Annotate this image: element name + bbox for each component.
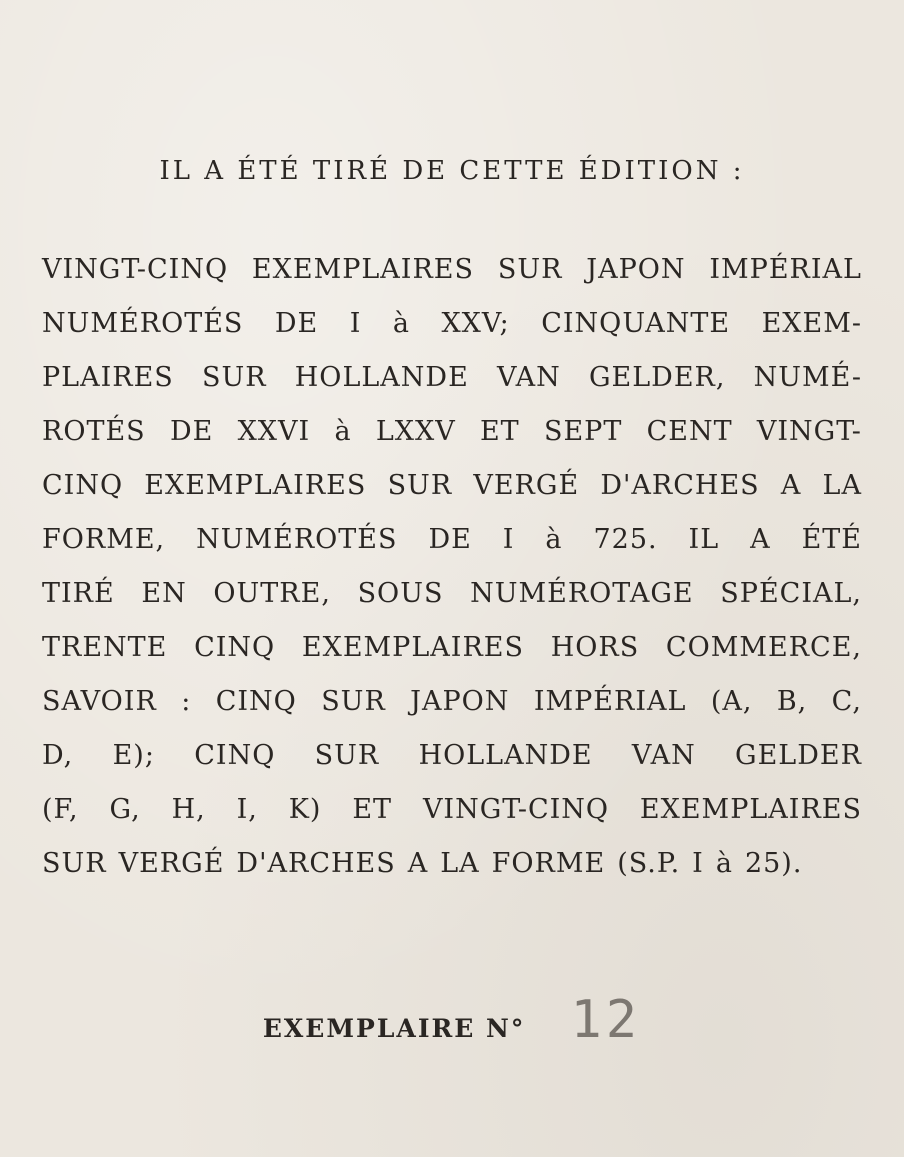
statement-word: I xyxy=(349,308,362,339)
statement-word: A xyxy=(407,848,429,879)
statement-word: SEPT xyxy=(543,416,623,447)
statement-word: ROTÉS xyxy=(42,416,146,447)
statement-word: I, xyxy=(236,794,258,825)
statement-word: K) xyxy=(288,794,322,825)
statement-line xyxy=(42,837,862,891)
statement-line xyxy=(42,297,862,351)
statement-word: NUMÉROTÉS xyxy=(196,524,398,555)
statement-word: GELDER, xyxy=(588,362,726,393)
statement-word: à xyxy=(334,416,352,447)
statement-word: OUTRE, xyxy=(213,578,331,609)
copy-number-line xyxy=(0,990,904,1050)
statement-line xyxy=(42,243,862,297)
statement-word: à xyxy=(715,848,733,879)
statement-word: I xyxy=(502,524,515,555)
statement-word: E); xyxy=(112,740,155,771)
statement-word: ET xyxy=(479,416,520,447)
statement-word: VERGÉ xyxy=(473,470,580,501)
statement-word: FORME, xyxy=(42,524,166,555)
copy-number-label: EXEMPLAIRE N° xyxy=(262,1014,526,1043)
statement-word: NUMÉ- xyxy=(753,362,862,393)
statement-word: A xyxy=(750,524,771,555)
statement-word: EXEMPLAIRES xyxy=(144,470,367,501)
statement-line xyxy=(42,675,862,729)
copy-number-value: 12 xyxy=(570,990,642,1050)
statement-word: DE xyxy=(428,524,472,555)
statement-word: ET xyxy=(352,794,393,825)
statement-word: B, xyxy=(776,686,808,717)
statement-word: CINQ xyxy=(42,470,124,501)
statement-word: EXEMPLAIRES xyxy=(251,254,475,285)
statement-word: VINGT-CINQ xyxy=(422,794,610,825)
statement-word: SUR xyxy=(201,362,267,393)
statement-word: GELDER xyxy=(735,740,862,771)
statement-word: HOLLANDE xyxy=(294,362,469,393)
statement-line xyxy=(42,405,862,459)
statement-word: SUR xyxy=(497,254,563,285)
statement-word: 25). xyxy=(744,848,803,879)
statement-word: VINGT-CINQ xyxy=(42,254,229,285)
statement-word: VAN xyxy=(631,740,696,771)
statement-word: EXEMPLAIRES xyxy=(301,632,524,663)
statement-line xyxy=(42,783,862,837)
statement-word: 725. xyxy=(593,524,658,555)
page-heading: IL A ÉTÉ TIRÉ DE CETTE ÉDITION : xyxy=(159,156,745,186)
statement-word: SUR xyxy=(321,686,386,717)
edition-statement xyxy=(42,243,862,891)
statement-word: NUMÉROTAGE xyxy=(470,578,694,609)
statement-word: : xyxy=(181,686,192,717)
statement-word: LXXV xyxy=(375,416,456,447)
statement-word: LA xyxy=(822,470,862,501)
statement-word: COMMERCE, xyxy=(665,632,862,663)
statement-word: DE xyxy=(274,308,319,339)
statement-word: ÉTÉ xyxy=(801,524,862,555)
statement-word: (A, xyxy=(710,686,753,717)
statement-word: CINQ xyxy=(215,686,297,717)
statement-word: JAPON xyxy=(586,254,686,285)
statement-word: EXEMPLAIRES xyxy=(639,794,862,825)
statement-word: DE xyxy=(169,416,214,447)
statement-word: à xyxy=(545,524,563,555)
statement-line xyxy=(42,729,862,783)
statement-line xyxy=(42,513,862,567)
statement-word: SUR xyxy=(387,470,453,501)
statement-word: VAN xyxy=(496,362,561,393)
statement-word: VINGT- xyxy=(756,416,862,447)
statement-word: (F, xyxy=(42,794,79,825)
statement-word: CINQ xyxy=(194,632,276,663)
statement-word: XXVI xyxy=(237,416,311,447)
statement-word: EN xyxy=(141,578,187,609)
statement-word: à xyxy=(392,308,410,339)
statement-word: I xyxy=(692,848,704,879)
statement-word: CINQ xyxy=(194,740,276,771)
statement-word: D'ARCHES xyxy=(600,470,760,501)
statement-word: FORME xyxy=(491,848,606,879)
statement-word: CENT xyxy=(646,416,733,447)
statement-word: PLAIRES xyxy=(42,362,174,393)
statement-word: H, xyxy=(171,794,206,825)
statement-word: G, xyxy=(109,794,141,825)
statement-word: TRENTE xyxy=(42,632,168,663)
statement-word: EXEM- xyxy=(761,308,862,339)
statement-word: SAVOIR xyxy=(42,686,157,717)
statement-line xyxy=(42,567,862,621)
statement-word: IL xyxy=(688,524,720,555)
statement-word: HORS xyxy=(550,632,640,663)
statement-word: XXV; xyxy=(441,308,510,339)
statement-word: LA xyxy=(440,848,480,879)
statement-word: JAPON xyxy=(410,686,510,717)
statement-word: NUMÉROTÉS xyxy=(42,308,244,339)
statement-word: D'ARCHES xyxy=(236,848,396,879)
statement-word: SUR xyxy=(314,740,380,771)
statement-line xyxy=(42,351,862,405)
statement-word: SPÉCIAL, xyxy=(720,578,862,609)
statement-word: VERGÉ xyxy=(118,848,225,879)
statement-line xyxy=(42,621,862,675)
statement-word: SUR xyxy=(42,848,107,879)
statement-word: TIRÉ xyxy=(42,578,115,609)
statement-word: CINQUANTE xyxy=(541,308,731,339)
statement-word: IMPÉRIAL xyxy=(533,686,687,717)
statement-word: A xyxy=(780,470,802,501)
statement-word: (S.P. xyxy=(617,848,681,879)
statement-word: SOUS xyxy=(357,578,444,609)
statement-word: HOLLANDE xyxy=(418,740,593,771)
statement-word: D, xyxy=(42,740,74,771)
statement-line xyxy=(42,459,862,513)
statement-word: C, xyxy=(831,686,862,717)
statement-word: IMPÉRIAL xyxy=(709,254,862,285)
